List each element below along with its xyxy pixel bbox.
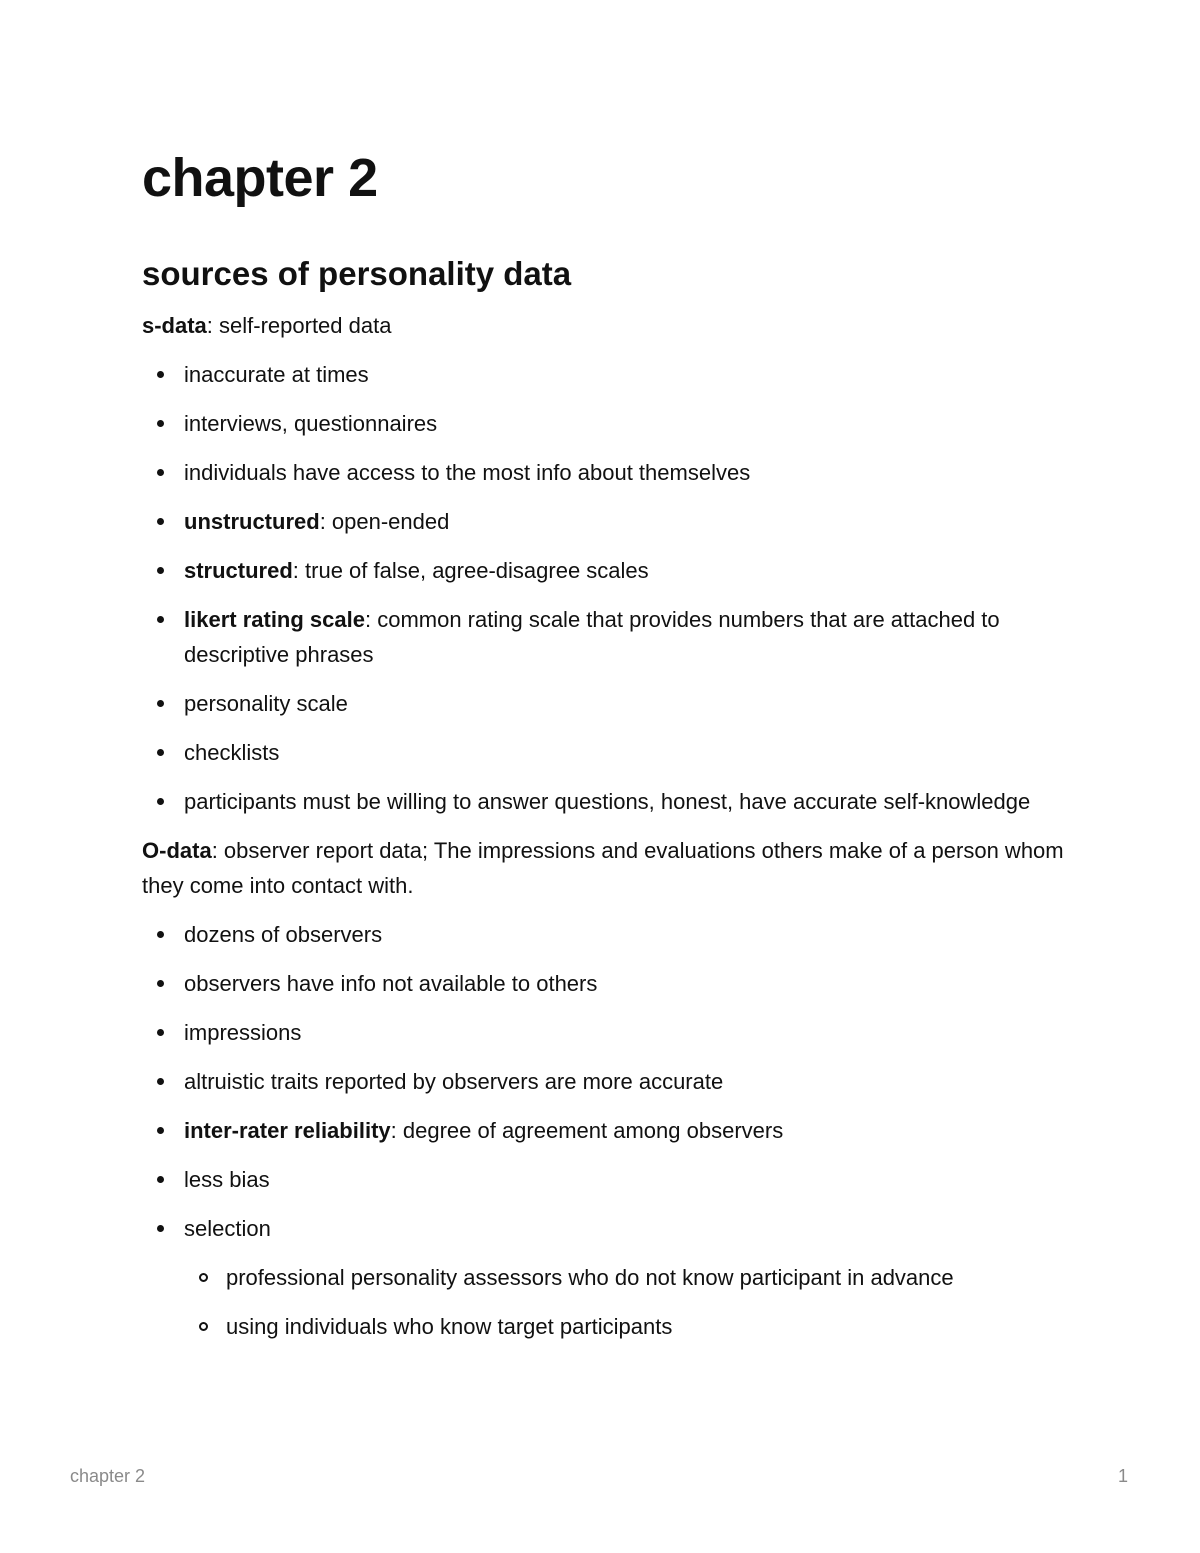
section-heading: sources of personality data	[142, 255, 572, 292]
odata-list	[142, 917, 1072, 1344]
list-item: impressions	[142, 1015, 1072, 1050]
sublist-item: using individuals who know target participants	[184, 1309, 1072, 1344]
list-item: individuals have access to the most info about themselves	[142, 455, 1072, 490]
list-item: structured: true of false, agree-disagree scales	[142, 553, 1072, 588]
term-unstructured: unstructured	[184, 509, 320, 534]
term-structured: structured	[184, 558, 293, 583]
list-item: altruistic traits reported by observers are more accurate	[142, 1064, 1072, 1099]
document-body	[142, 308, 1072, 1358]
footer-chapter-label: chapter 2	[70, 1466, 146, 1486]
sdata-term: s-data	[142, 313, 207, 338]
odata-definition-text: : observer report data; The impressions and evaluations others make of a person whom they come into contact with.	[142, 838, 1064, 898]
list-item: interviews, questionnaires	[142, 406, 1072, 441]
page-number: 1	[1117, 1466, 1128, 1486]
list-item: personality scale	[142, 686, 1072, 721]
term-inter-rater-reliability: inter-rater reliability	[184, 1118, 391, 1143]
list-item: less bias	[142, 1162, 1072, 1197]
list-item: selection professional personality assessors who do not know participant in advance using individuals who know target participants	[142, 1211, 1072, 1344]
sdata-list	[142, 357, 1072, 819]
odata-term: O-data	[142, 838, 212, 863]
sublist-item: professional personality assessors who do not know participant in advance	[184, 1260, 1072, 1295]
list-item: observers have info not available to others	[142, 966, 1072, 1001]
selection-sublist	[184, 1260, 1072, 1344]
list-item: inter-rater reliability: degree of agreement among observers	[142, 1113, 1072, 1148]
list-item: unstructured: open-ended	[142, 504, 1072, 539]
list-item: participants must be willing to answer questions, honest, have accurate self-knowledge	[142, 784, 1072, 819]
list-item: checklists	[142, 735, 1072, 770]
list-item: dozens of observers	[142, 917, 1072, 952]
list-item: inaccurate at times	[142, 357, 1072, 392]
list-item: likert rating scale: common rating scale that provides numbers that are attached to descriptive phrases	[142, 602, 1072, 672]
odata-definition	[142, 833, 1072, 903]
sdata-definition	[142, 308, 1072, 343]
sdata-definition-text: : self-reported data	[206, 313, 392, 338]
page-title: chapter 2	[142, 148, 378, 208]
term-likert-rating-scale: likert rating scale	[184, 607, 365, 632]
